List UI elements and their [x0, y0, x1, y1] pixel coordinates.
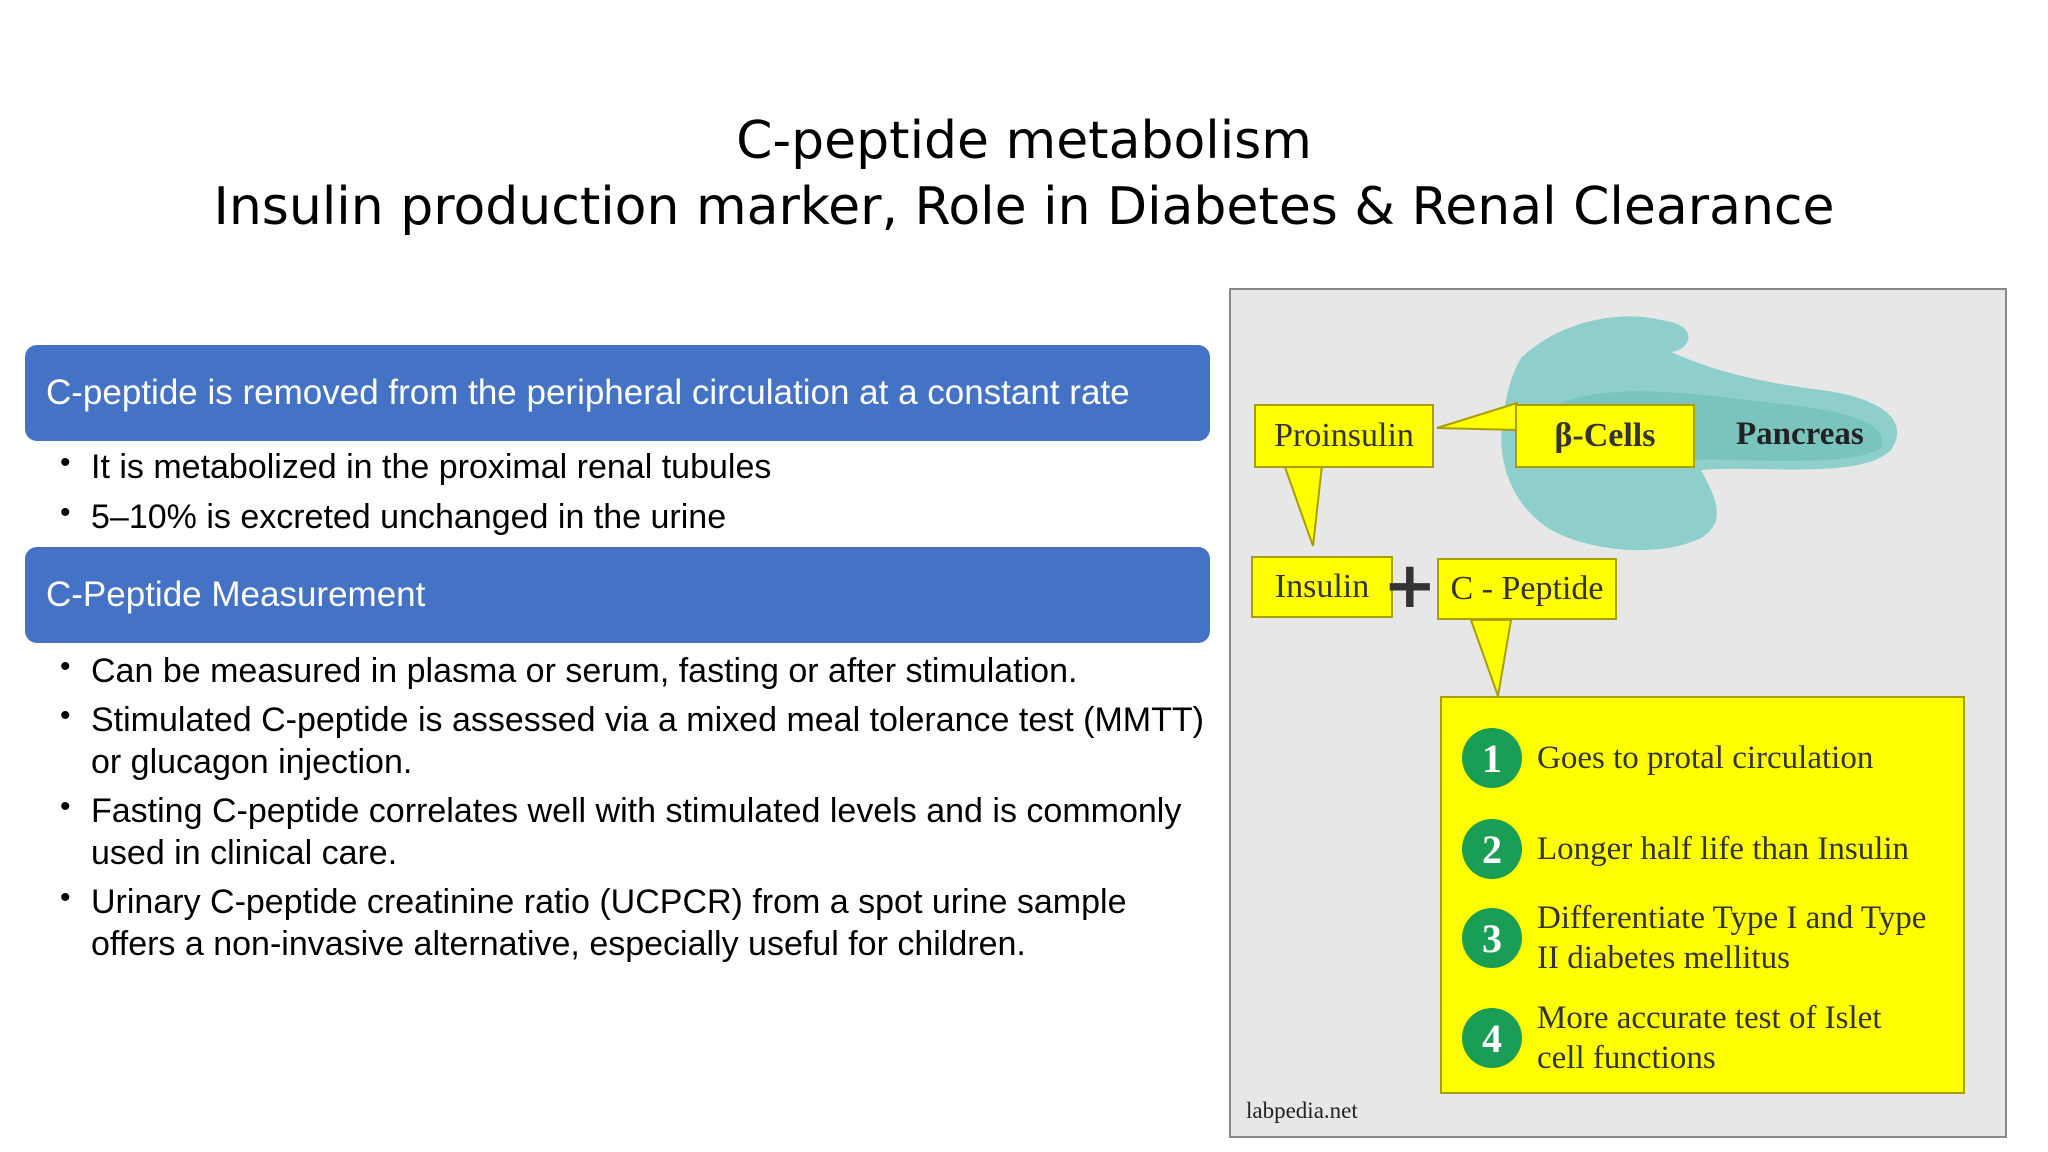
- beta-cells-label: β-Cells: [1515, 404, 1695, 468]
- source-credit: labpedia.net: [1246, 1098, 1358, 1123]
- measurement-bullet-list: [60, 650, 1220, 972]
- number-badge: 2: [1462, 819, 1522, 879]
- c-peptide-facts-box: [1440, 696, 1965, 1094]
- plus-sign: +: [1383, 549, 1437, 623]
- section-heading-measurement: C-Peptide Measurement: [25, 547, 1210, 643]
- fact-text: More accurate test of Islet cell functions: [1537, 1000, 1882, 1076]
- list-item: [1462, 998, 1937, 1078]
- c-peptide-label: C - Peptide: [1437, 558, 1617, 620]
- list-item: [1462, 728, 1873, 788]
- fact-text: Differentiate Type I and Type II diabetes mellitus: [1537, 900, 1927, 976]
- c-peptide-pointer: [1471, 620, 1511, 696]
- slide-title: [0, 108, 2048, 240]
- list-item: • It is metabolized in the proximal renal tubules: [60, 446, 1220, 488]
- list-item: [1462, 898, 1937, 978]
- list-item: [1462, 819, 1909, 879]
- title-line-1: C-peptide metabolism: [736, 111, 1312, 171]
- list-item: • Stimulated C-peptide is assessed via a mixed meal tolerance test (MMTT) or glucagon injection.: [60, 699, 1220, 783]
- fact-text: Goes to protal circulation: [1537, 740, 1874, 776]
- proinsulin-label: Proinsulin: [1254, 404, 1434, 468]
- section-heading-clearance: C-peptide is removed from the peripheral circulation at a constant rate: [25, 345, 1210, 441]
- clearance-bullet-list: [60, 446, 1220, 546]
- number-badge: 3: [1462, 908, 1522, 968]
- insulin-label: Insulin: [1251, 556, 1393, 618]
- list-item: • Fasting C-peptide correlates well with stimulated levels and is commonly used in clinical care.: [60, 790, 1220, 874]
- fact-text: Longer half life than Insulin: [1537, 831, 1910, 867]
- beta-cells-pointer: [1437, 403, 1517, 430]
- proinsulin-pointer: [1281, 456, 1323, 546]
- title-line-2: Insulin production marker, Role in Diabetes & Renal Clearance: [213, 177, 1835, 237]
- c-peptide-diagram: [1229, 288, 2007, 1138]
- number-badge: 4: [1462, 1008, 1522, 1068]
- pancreas-label: Pancreas: [1736, 416, 1864, 452]
- number-badge: 1: [1462, 728, 1522, 788]
- list-item: • Can be measured in plasma or serum, fasting or after stimulation.: [60, 650, 1220, 692]
- list-item: • 5–10% is excreted unchanged in the urine: [60, 496, 1220, 538]
- list-item: • Urinary C-peptide creatinine ratio (UCPCR) from a spot urine sample offers a non-invasive alternative, especially useful for children.: [60, 881, 1220, 965]
